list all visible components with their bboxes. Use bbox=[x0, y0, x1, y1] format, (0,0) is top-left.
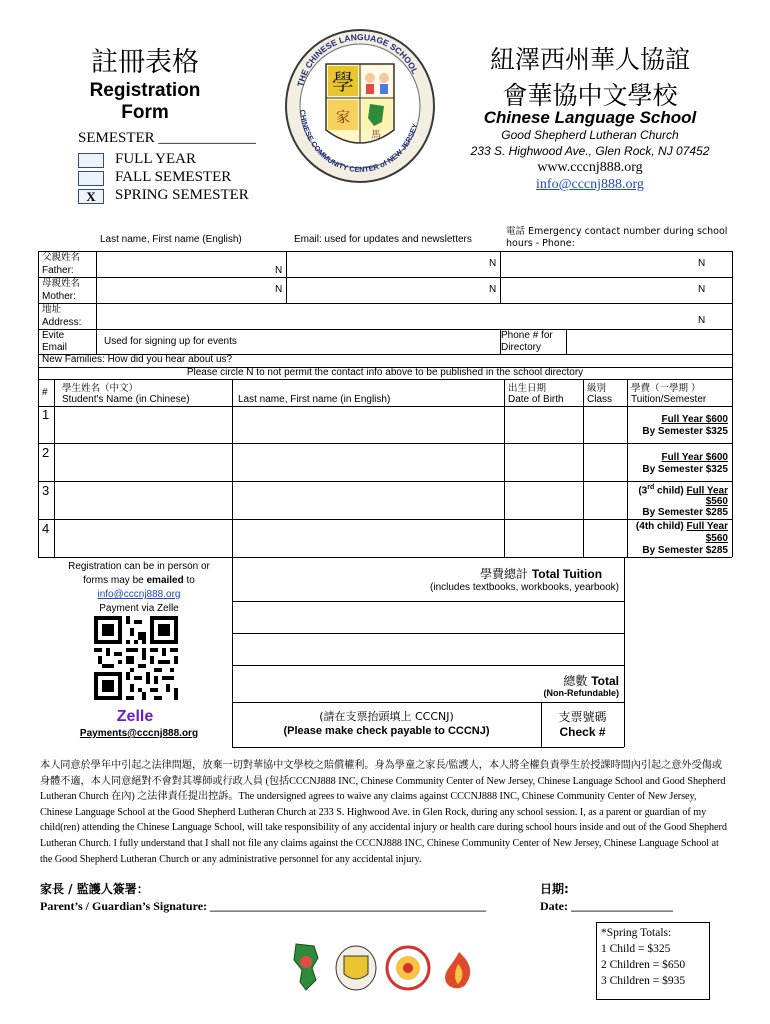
zelle-payment-email[interactable]: Payments@cccnj888.org bbox=[79, 728, 199, 739]
evite-note: Used for signing up for events bbox=[104, 336, 237, 347]
flame-logo-icon bbox=[436, 950, 482, 992]
row-1-semester-fee: By Semester $325 bbox=[642, 426, 728, 437]
semester-label: SEMESTER _____________ bbox=[78, 130, 256, 146]
student-row-4-number: 4 bbox=[42, 521, 50, 536]
col-tuition-cn: 學費（一學期 ） bbox=[631, 383, 701, 394]
spring-totals-title: *Spring Totals: bbox=[601, 927, 672, 939]
date-label-cn: 日期: bbox=[540, 882, 569, 896]
col-student-name-cn: 學生姓名（中文） bbox=[62, 383, 139, 394]
evite-label-2: Email bbox=[42, 342, 68, 353]
row-4-semester-fee: By Semester $285 bbox=[642, 545, 728, 556]
col-email: Email: used for updates and newsletters bbox=[294, 234, 472, 245]
total-label: 總數 Total bbox=[563, 674, 619, 688]
check-payable-note: (Please make check payable to CCCNJ) bbox=[283, 725, 490, 737]
evite-label: Evite bbox=[42, 330, 65, 341]
svg-text:CHINESE COMMUNITY CENTER of NE: CHINESE COMMUNITY CENTER of NEW JERSEY bbox=[298, 109, 420, 175]
check-number-label-cn: 支票號碼 bbox=[558, 710, 607, 724]
full-year-checkbox[interactable] bbox=[78, 153, 104, 168]
community-logo-icon bbox=[384, 944, 432, 992]
school-name-cn-2: 會華協中文學校 bbox=[502, 81, 678, 110]
check-number-label: Check # bbox=[559, 725, 606, 739]
registration-email-link[interactable]: info@cccnj888.org bbox=[97, 589, 181, 600]
student-row-2-number: 2 bbox=[42, 445, 50, 460]
col-student-name-cn-en: Student's Name (in Chinese) bbox=[62, 394, 190, 405]
row-4-full-year-amount: $560 bbox=[705, 533, 728, 544]
tuition-includes-note: (includes textbooks, workbooks, yearbook) bbox=[430, 582, 619, 593]
spring-semester-checkbox[interactable]: X bbox=[78, 189, 104, 204]
col-tuition: Tuition/Semester bbox=[631, 394, 707, 405]
spring-total-3: 3 Children = $935 bbox=[601, 975, 686, 987]
mother-phone-publish-n[interactable]: N bbox=[698, 284, 706, 295]
registration-note: Registration can be in person or forms may be emailed to info@cccnj888.org Payment via Zelle bbox=[68, 561, 210, 614]
school-logo-icon bbox=[282, 26, 438, 206]
total-tuition-label: 學費總計 Total Tuition bbox=[480, 567, 603, 581]
phone-directory-label-2: Directory bbox=[501, 342, 542, 353]
school-name-cn-1: 紐澤西州華人協誼 bbox=[489, 45, 690, 74]
father-phone-publish-n[interactable]: N bbox=[698, 258, 706, 269]
row-4-full-year-fee: (4th child) Full Year bbox=[635, 521, 728, 532]
fall-semester-checkbox[interactable] bbox=[78, 171, 104, 186]
school-name-en: Chinese Language School bbox=[483, 108, 697, 127]
col-emergency-phone: 電話 Emergency contact number during school hours - Phone: bbox=[506, 226, 728, 249]
signature-label-cn: 家長 / 監護人簽署： bbox=[40, 882, 149, 896]
title-en: Registration Form bbox=[89, 80, 201, 123]
circle-n-note: Please circle N to not permit the contact info above to be published in the school directory bbox=[186, 367, 584, 378]
title-cn: 註冊表格 bbox=[91, 47, 199, 78]
father-email-publish-n[interactable]: N bbox=[489, 258, 497, 269]
svg-text:學: 學 bbox=[331, 71, 355, 96]
check-payable-note-cn: (請在支票抬頭填上 CCCNJ) bbox=[319, 710, 454, 723]
school-website: www.cccnj888.org bbox=[537, 160, 643, 175]
mother-label: Mother: bbox=[42, 291, 76, 302]
address-label-cn: 地址 bbox=[42, 304, 62, 315]
zelle-qr-code-icon[interactable] bbox=[94, 616, 178, 700]
svg-text:THE CHINESE LANGUAGE SCHOOL: THE CHINESE LANGUAGE SCHOOL bbox=[295, 31, 421, 88]
school-address: 233 S. Highwood Ave., Glen Rock, NJ 07452 bbox=[470, 144, 710, 158]
liability-waiver: 本人同意於學年中引起之法律問題，放棄一切對華協中文學校之賠償權利。身為學童之家長/監護人，本人將全權負責學生於授課時間內引起之意外受傷或身體不適，本人同意絕對不會對其導師或行政人員 (包括CCCNJ888 INC, Chinese Community Center of New Jersey, Chinese Language School and Good Shepherd Lutheran Church 在內) 之法律責任提出控訴。The undersigned agrees to waive any claims against CCCNJ888 INC, Chinese Community Center of New Jersey, Chinese Language School at the Good Shepherd Lutheran Church at 233 S. Highwood Ave. in Glen Rock, during any school session. I, as a parent or guardian of my child(ren) attending the Chinese Language School, will take responsibility of any accidental injury or health care during school hours inside and out of the Good Shepherd Lutheran Church. I fully understand that I shall not file any claims against the CCCNJ888 INC, Chinese Community Center of New Jersey, Chinese Language School at the Good Shepherd Lutheran Church or any administrative personnel for any accidental injury. bbox=[40, 760, 727, 865]
row-3-full-year-amount: $560 bbox=[705, 496, 728, 507]
col-class-cn: 級別 bbox=[587, 383, 607, 394]
col-dob: Date of Birth bbox=[508, 394, 564, 405]
spring-total-1: 1 Child = $325 bbox=[601, 943, 671, 955]
nj-map-logo-icon bbox=[282, 940, 332, 992]
col-row-number: # bbox=[42, 387, 48, 398]
col-class: Class bbox=[587, 394, 613, 405]
address-label: Address: bbox=[42, 317, 82, 328]
row-1-full-year-fee: Full Year $600 bbox=[661, 414, 728, 425]
row-2-full-year-fee: Full Year $600 bbox=[661, 452, 728, 463]
row-3-full-year-fee: (3rd child) Full Year bbox=[638, 484, 728, 497]
spring-total-2: 2 Children = $650 bbox=[601, 959, 686, 971]
father-label: Father: bbox=[42, 265, 74, 276]
col-dob-cn: 出生日期 bbox=[508, 383, 547, 394]
spring-semester-label: SPRING SEMESTER bbox=[115, 187, 249, 203]
non-refundable-note: (Non-Refundable) bbox=[543, 688, 619, 698]
svg-text:馬: 馬 bbox=[371, 130, 381, 141]
full-year-label: FULL YEAR bbox=[115, 151, 196, 167]
phone-directory-label: Phone # for bbox=[501, 330, 553, 341]
school-email-link[interactable]: info@cccnj888.org bbox=[536, 177, 644, 192]
mother-email-publish-n[interactable]: N bbox=[489, 284, 497, 295]
col-student-name-en: Last name, First name (in English) bbox=[238, 394, 391, 405]
spring-totals-box bbox=[596, 922, 710, 1000]
signature-line[interactable]: Parent’s / Guardian’s Signature: ______________________________________________ bbox=[40, 899, 487, 913]
new-families-question: New Families: How did you hear about us? bbox=[42, 354, 233, 365]
fall-semester-label: FALL SEMESTER bbox=[115, 169, 232, 185]
student-row-1-number: 1 bbox=[42, 407, 50, 422]
address-publish-n[interactable]: N bbox=[698, 315, 706, 326]
zelle-logo-icon: Zelle bbox=[116, 708, 154, 725]
church-name: Good Shepherd Lutheran Church bbox=[501, 128, 679, 142]
col-parent-name: Last name, First name (English) bbox=[100, 234, 242, 245]
school-crest-small-icon bbox=[334, 944, 378, 992]
father-label-cn: 父親姓名 bbox=[42, 252, 81, 263]
father-name-publish-n[interactable]: N bbox=[275, 265, 283, 276]
student-row-3-number: 3 bbox=[42, 483, 50, 498]
svg-text:家: 家 bbox=[336, 110, 350, 126]
mother-label-cn: 母親姓名 bbox=[42, 278, 81, 289]
row-3-semester-fee: By Semester $285 bbox=[642, 507, 728, 518]
row-2-semester-fee: By Semester $325 bbox=[642, 464, 728, 475]
date-line[interactable]: Date: _________________ bbox=[540, 899, 673, 913]
mother-name-publish-n[interactable]: N bbox=[275, 284, 283, 295]
